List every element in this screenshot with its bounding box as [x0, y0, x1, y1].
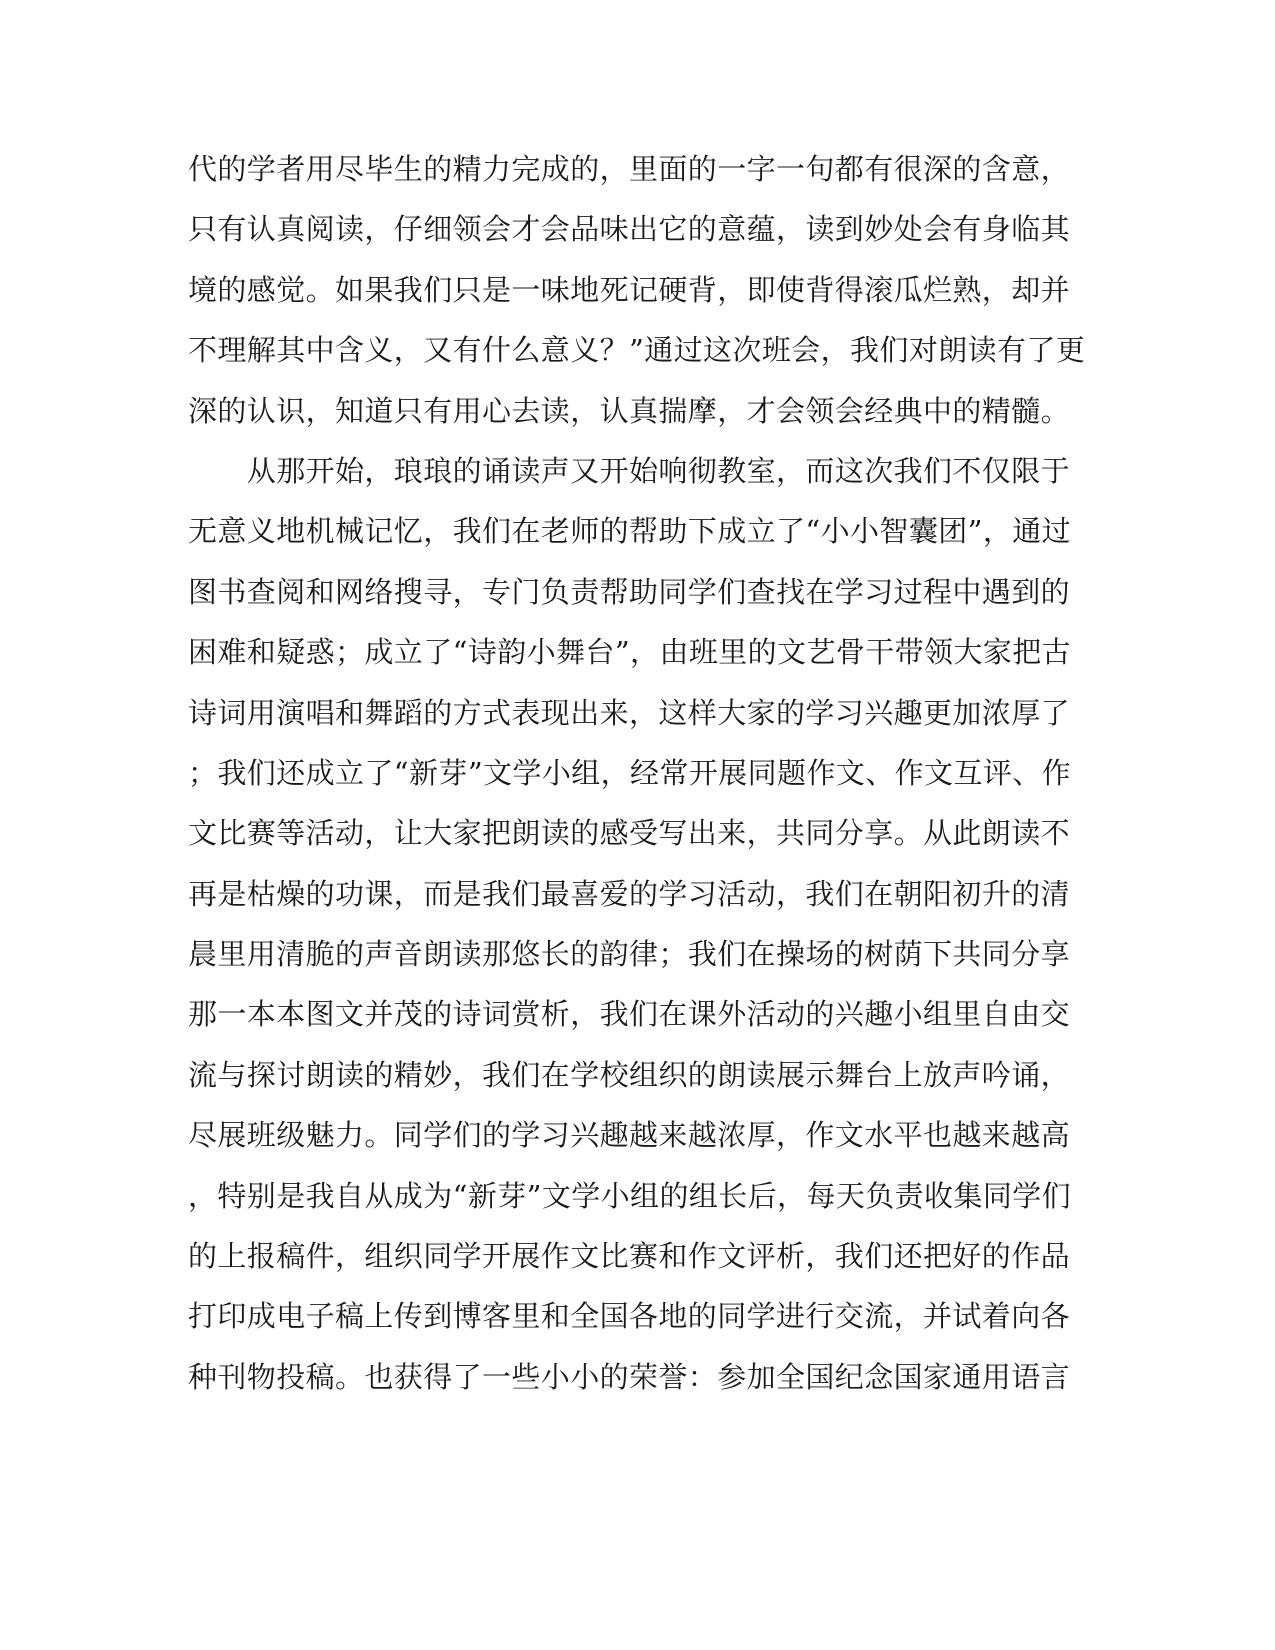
- text-line: 流与探讨朗读的精妙，我们在学校组织的朗读展示舞台上放声吟诵，: [188, 1057, 1071, 1092]
- text-line: ，特别是我自从成为“新芽”文学小组的组长后，每天负责收集同学们: [188, 1178, 1072, 1213]
- text-line: 尽展班级魅力。同学们的学习兴趣越来越浓厚，作文水平也越来越高: [188, 1118, 1071, 1153]
- text-line: 种刊物投稿。也获得了一些小小的荣誉：参加全国纪念国家通用语言: [188, 1359, 1071, 1394]
- text-line: 无意义地机械记忆，我们在老师的帮助下成立了“小小智囊团”，通过: [188, 514, 1072, 549]
- text-line: 那一本本图文并茂的诗词赏析，我们在课外活动的兴趣小组里自由交: [188, 997, 1071, 1032]
- text-line: 图书查阅和网络搜寻，专门负责帮助同学们查找在学习过程中遇到的: [188, 574, 1071, 609]
- text-line: 文比赛等活动，让大家把朗读的感受写出来，共同分享。从此朗读不: [188, 816, 1071, 851]
- text-line: 代的学者用尽毕生的精力完成的，里面的一字一句都有很深的含意，: [188, 152, 1071, 186]
- text-line: 境的感觉。如果我们只是一味地死记硬背，即使背得滚瓜烂熟，却并: [188, 272, 1071, 307]
- body-text: [188, 139, 1088, 1407]
- text-line: 再是枯燥的功课，而是我们最喜爱的学习活动，我们在朝阳初升的清: [188, 876, 1071, 911]
- paragraph-start-line: 从那开始，琅琅的诵读声又开始响彻教室，而这次我们不仅限于: [188, 453, 1071, 488]
- text-line: 的上报稿件，组织同学开展作文比赛和作文评析，我们还把好的作品: [188, 1239, 1071, 1274]
- text-line: ；我们还成立了“新芽”文学小组，经常开展同题作文、作文互评、作: [188, 755, 1072, 790]
- text-line: 打印成电子稿上传到博客里和全国各地的同学进行交流，并试着向各: [188, 1299, 1071, 1334]
- text-line: 诗词用演唱和舞蹈的方式表现出来，这样大家的学习兴趣更加浓厚了: [188, 695, 1071, 730]
- text-line: 只有认真阅读，仔细领会才会品味出它的意蕴，读到妙处会有身临其: [188, 212, 1071, 247]
- text-line: 困难和疑惑；成立了“诗韵小舞台”，由班里的文艺骨干带领大家把古: [188, 635, 1072, 670]
- text-line: 不理解其中含义，又有什么意义？”通过这次班会，我们对朗读有了更: [188, 333, 1086, 368]
- text-line: 晨里用清脆的声音朗读那悠长的韵律；我们在操场的树荫下共同分享: [188, 937, 1071, 972]
- text-line: 深的认识，知道只有用心去读，认真揣摩，才会领会经典中的精髓。: [188, 393, 1071, 428]
